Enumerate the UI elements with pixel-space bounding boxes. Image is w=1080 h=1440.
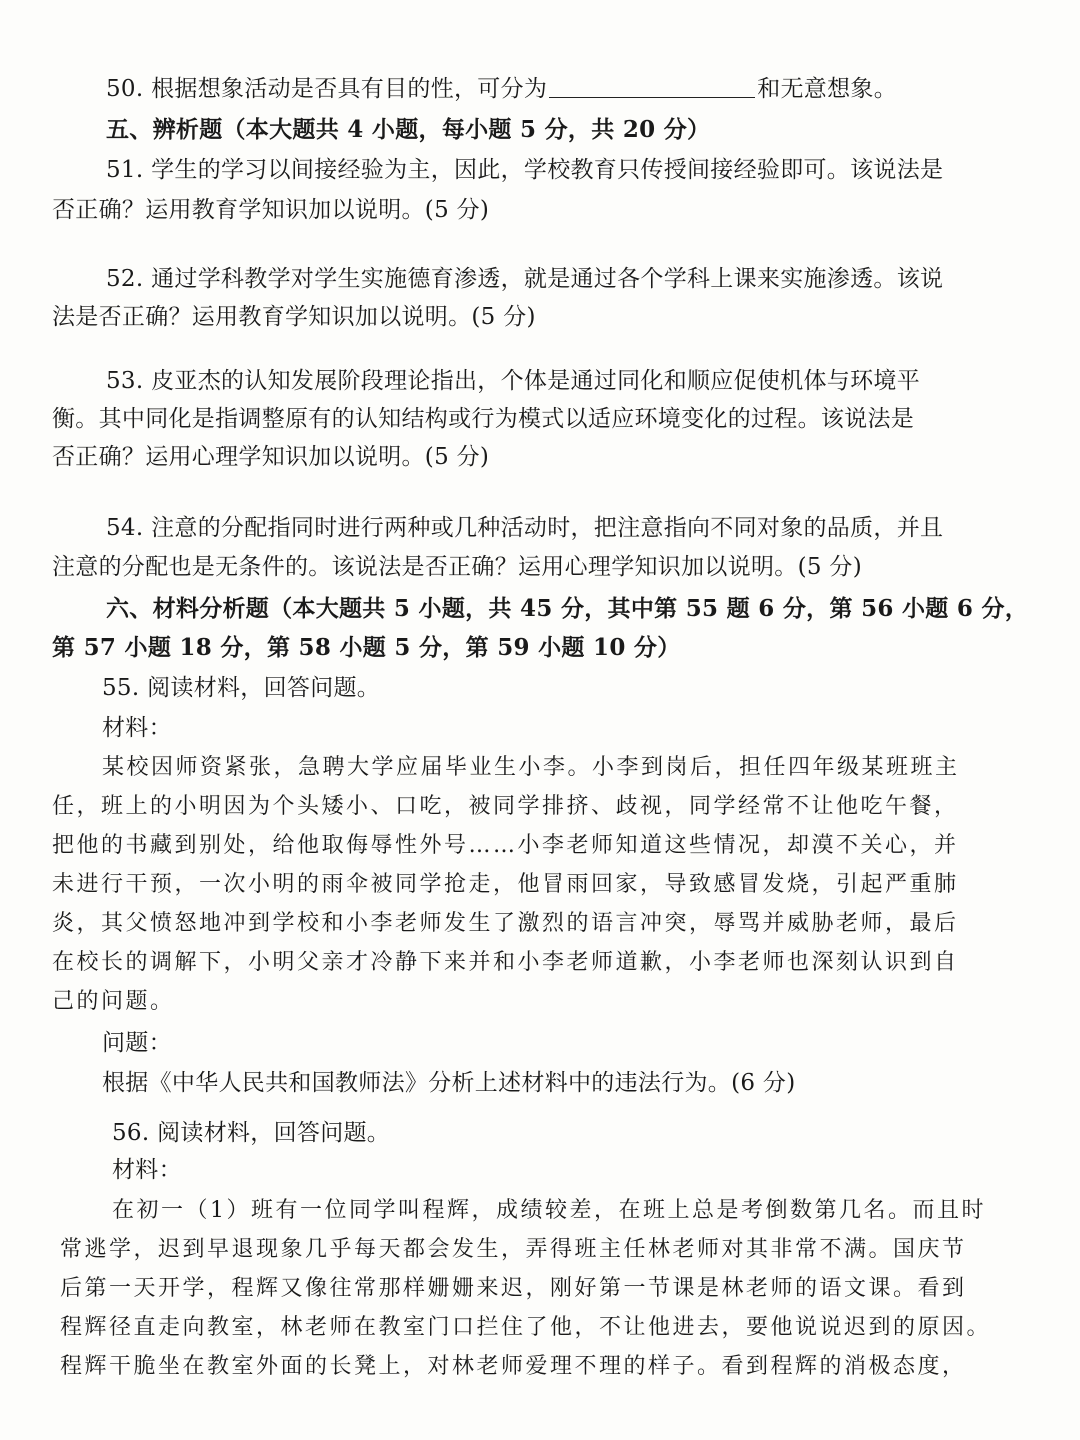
q55-material-line: 任，班上的小明因为个头矮小、口吃，被同学排挤、歧视，同学经常不让他吃午餐， bbox=[52, 794, 959, 819]
q50-text-before: 50. 根据想象活动是否具有目的性，可分为 bbox=[106, 76, 548, 102]
q53-line-3: 否正确？运用心理学知识加以说明。(5 分) bbox=[52, 444, 490, 470]
q52-line-1: 52. 通过学科教学对学生实施德育渗透，就是通过各个学科上课来实施渗透。该说 bbox=[106, 266, 944, 292]
q55-material-line: 在校长的调解下，小明父亲才冷静下来并和小李老师道歉，小李老师也深刻认识到自 bbox=[52, 950, 959, 975]
q56-material-line: 后第一天开学，程辉又像往常那样姗姗来迟，刚好第一节课是林老师的语文课。看到 bbox=[60, 1276, 967, 1301]
q55-question-label: 问题： bbox=[102, 1030, 172, 1056]
q50-answer-blank bbox=[549, 75, 755, 98]
q50 bbox=[0, 74, 1080, 104]
q55-material-line: 己的问题。 bbox=[52, 989, 175, 1014]
q53-line-2: 衡。其中同化是指调整原有的认知结构或行为模式以适应环境变化的过程。该说法是 bbox=[52, 406, 915, 432]
q54-line-1: 54. 注意的分配指同时进行两种或几种活动时，把注意指向不同对象的品质，并且 bbox=[106, 515, 944, 541]
q56-material-line: 在初一（1）班有一位同学叫程辉，成绩较差，在班上总是考倒数第几名。而且时 bbox=[112, 1198, 986, 1223]
q55-question: 根据《中华人民共和国教师法》分析上述材料中的违法行为。(6 分) bbox=[102, 1070, 796, 1096]
q52-line-2: 法是否正确？运用教育学知识加以说明。(5 分) bbox=[52, 304, 536, 330]
q55-material-line: 炎，其父愤怒地冲到学校和小李老师发生了激烈的语言冲突，辱骂并威胁老师，最后 bbox=[52, 911, 959, 936]
q55-material-line: 某校因师资紧张，急聘大学应届毕业生小李。小李到岗后，担任四年级某班班主 bbox=[102, 755, 960, 780]
q51-line-1: 51. 学生的学习以间接经验为主，因此，学校教育只传授间接经验即可。该说法是 bbox=[106, 157, 944, 183]
q53-line-1: 53. 皮亚杰的认知发展阶段理论指出，个体是通过同化和顺应促使机体与环境平 bbox=[106, 368, 920, 394]
q54-line-2: 注意的分配也是无条件的。该说法是否正确？运用心理学知识加以说明。(5 分) bbox=[52, 554, 862, 580]
q56-material-label: 材料： bbox=[112, 1157, 182, 1183]
q50-text-after: 和无意想象。 bbox=[757, 76, 898, 102]
q56-material-line: 程辉径直走向教室，林老师在教室门口拦住了他，不让他进去，要他说说迟到的原因。 bbox=[60, 1315, 992, 1340]
q51-line-2: 否正确？运用教育学知识加以说明。(5 分) bbox=[52, 197, 490, 223]
q55-material-line: 把他的书藏到别处，给他取侮辱性外号……小李老师知道这些情况，却漠不关心，并 bbox=[52, 833, 959, 858]
q55-material-line: 未进行干预，一次小明的雨伞被同学抢走，他冒雨回家，导致感冒发烧，引起严重肺 bbox=[52, 872, 959, 897]
q55-material-label: 材料： bbox=[102, 715, 172, 741]
section-6-heading-line-2: 第 57 小题 18 分，第 58 小题 5 分，第 59 小题 10 分） bbox=[52, 634, 681, 661]
q56-material-line: 程辉干脆坐在教室外面的长凳上，对林老师爱理不理的样子。看到程辉的消极态度， bbox=[60, 1354, 967, 1379]
section-6-heading-line-1: 六、材料分析题（本大题共 5 小题，共 45 分，其中第 55 题 6 分，第 56 小题 6 分， bbox=[106, 595, 1029, 622]
q56-material-line: 常逃学，迟到早退现象几乎每天都会发生，弄得班主任林老师对其非常不满。国庆节 bbox=[60, 1237, 967, 1262]
q56-title: 56. 阅读材料，回答问题。 bbox=[112, 1120, 391, 1146]
section-5-heading: 五、辨析题（本大题共 4 小题，每小题 5 分，共 20 分） bbox=[106, 116, 711, 143]
q55-title: 55. 阅读材料，回答问题。 bbox=[102, 675, 381, 701]
